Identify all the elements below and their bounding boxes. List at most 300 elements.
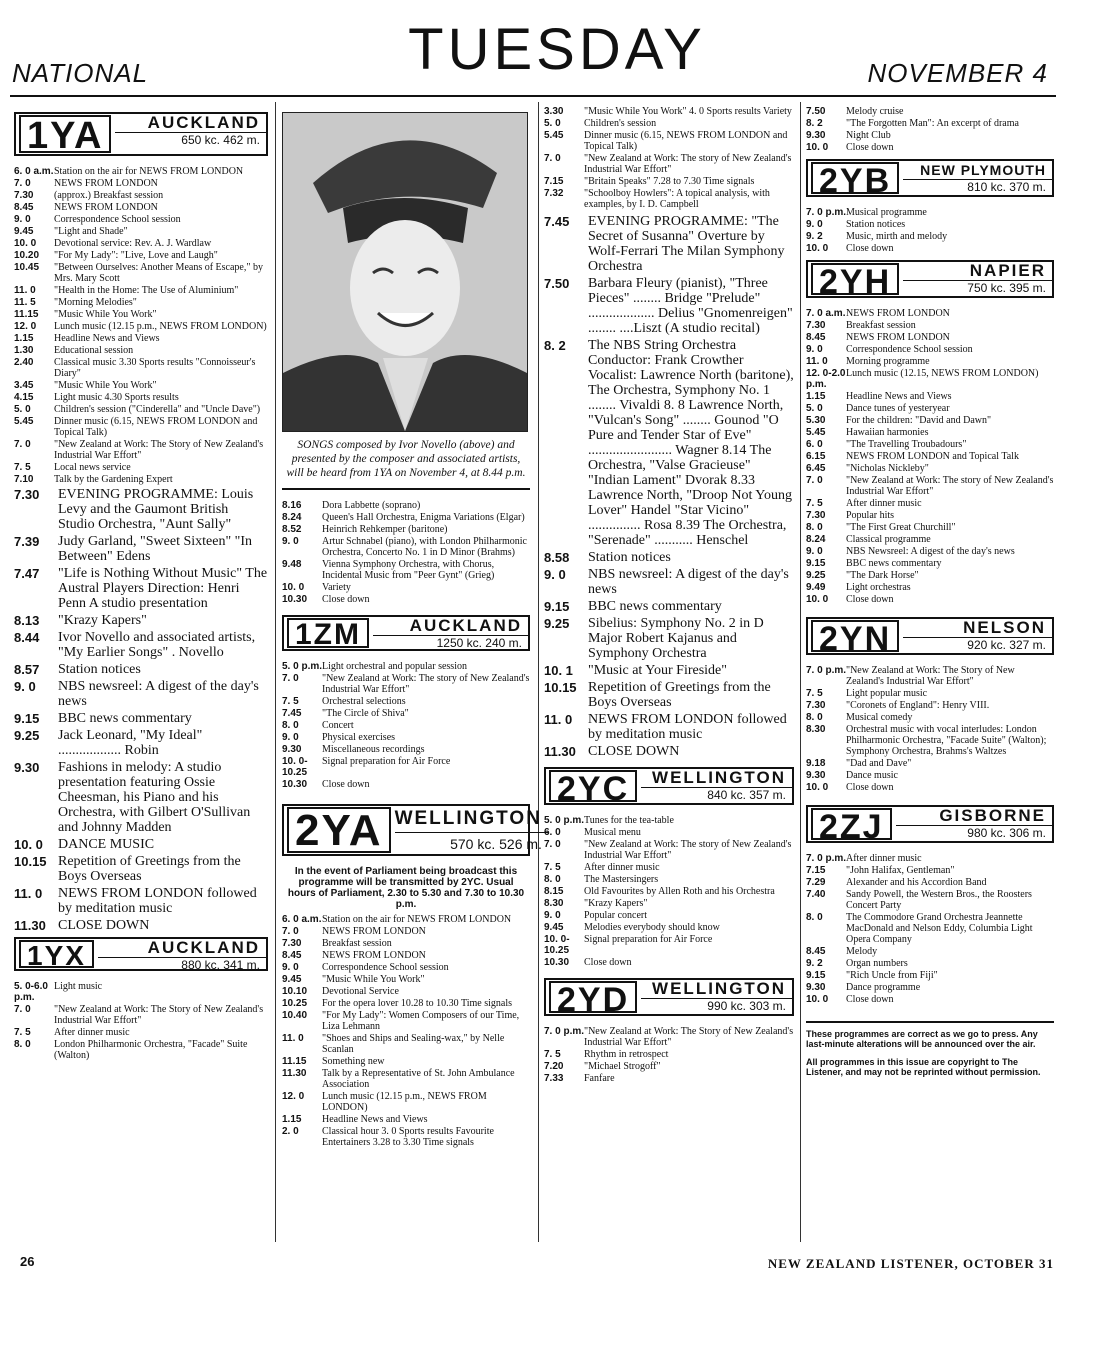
programme-time: 11.15 [282, 1056, 307, 1067]
programme-description: Popular concert [584, 910, 648, 921]
programme-entry [806, 853, 1054, 864]
programme-description: London Philharmonic Orchestra, "Facade" Suite (Walton) [54, 1039, 248, 1061]
programme-time: 10. 0 [806, 782, 829, 793]
station-header-2yh [806, 260, 1054, 301]
programme-entry [806, 344, 1054, 355]
programme-description: "Morning Melodies" [54, 297, 137, 308]
programme-description: NBS newsreel: A digest of the day's news [58, 679, 259, 709]
programme-entry [544, 874, 794, 885]
programme-time: 9. 0 [806, 219, 823, 230]
programme-description: Talk by a Representative of St. John Ambulance Association [322, 1068, 515, 1090]
programme-description: EVENING PROGRAMME: "The Secret of Susanna" Overture by Wolf-Ferrari The Milan Symphony Orchestra [588, 214, 785, 274]
programme-entry [544, 188, 794, 210]
programme-description: "Nicholas Nickleby" [846, 463, 929, 474]
station-frequency: 880 kc. 341 m. [98, 957, 266, 972]
programme-description: Close down [846, 142, 894, 153]
programme-time: 5. 0 p.m. [544, 815, 585, 826]
programme-description: (approx.) Breakfast session [54, 190, 164, 201]
programme-time: 9.30 [806, 982, 826, 993]
programme-time: 8.45 [14, 202, 34, 213]
programme-time: 1.30 [14, 345, 34, 356]
page-title: TUESDAY [408, 17, 706, 82]
programme-time: 7. 0 [806, 475, 823, 486]
programme-time: 10. 0 [14, 238, 37, 249]
network-label: NATIONAL [12, 58, 149, 88]
programme-entry [806, 207, 1054, 218]
programme-description: The Commodore Grand Orchestra Jeannette MacDonald and Nelson Eddy, Columbia Light Opera Company [846, 912, 1033, 945]
programme-time: 9.25 [544, 616, 570, 631]
programme-entry [14, 357, 268, 379]
column-divider [538, 102, 539, 1242]
programme-entry [806, 427, 1054, 438]
programme-entry [14, 214, 268, 225]
programme-entry [544, 1073, 794, 1084]
programme-description: NEWS FROM LONDON [54, 202, 158, 213]
programme-time: 5. 0 [806, 403, 823, 414]
programme-time: 9.15 [544, 599, 570, 614]
programme-time: 7. 0 [14, 178, 31, 189]
programme-description: "New Zealand at Work: The Story of New Zealand's Industrial War Effort" [584, 1026, 794, 1048]
programme-time: 8. 2 [544, 338, 566, 353]
programme-time: 9.45 [14, 226, 34, 237]
programme-description: Breakfast session [846, 320, 916, 331]
programme-description: "New Zealand at Work: The story of New Zealand's Industrial War Effort" [584, 839, 792, 861]
programme-list [282, 500, 530, 605]
programme-entry [544, 176, 794, 187]
programme-description: "The Forgotten Man": An excerpt of drama [846, 118, 1019, 129]
programme-time: 8.24 [806, 534, 826, 545]
programme-description: CLOSE DOWN [58, 918, 150, 933]
programme-time: 10. 0 [806, 142, 829, 153]
programme-description: After dinner music [54, 1027, 130, 1038]
programme-description: Queen's Hall Orchestra, Enigma Variations (Elgar) [322, 512, 525, 523]
programme-time: 7. 0 [544, 839, 561, 850]
programme-list [806, 308, 1054, 605]
station-call: 2YC [549, 770, 637, 802]
station-frequency: 750 kc. 395 m. [903, 280, 1052, 295]
programme-entry [544, 815, 794, 826]
programme-time: 3.30 [544, 106, 564, 117]
programme-time: 10.20 [14, 250, 40, 261]
programme-entry [806, 130, 1054, 141]
programme-description: Signal preparation for Air Force [584, 934, 713, 945]
programme-description: Night Club [846, 130, 891, 141]
programme-description: "Krazy Kapers" [58, 613, 147, 628]
programme-entry [14, 487, 268, 532]
programme-description: Alexander and his Accordion Band [846, 877, 987, 888]
programme-time: 8.24 [282, 512, 302, 523]
programme-entry [282, 524, 530, 535]
station-frequency: 840 kc. 357 m. [641, 787, 792, 802]
programme-time: 7.15 [806, 865, 826, 876]
programme-time: 9.45 [282, 974, 302, 985]
programme-entry [14, 534, 268, 564]
programme-entry [14, 309, 268, 320]
programme-description: Local news service [54, 462, 131, 473]
programme-entry [14, 392, 268, 403]
programme-time: 7. 5 [544, 1049, 561, 1060]
programme-entry [544, 1026, 794, 1048]
programme-entry [282, 986, 530, 997]
programme-time: 10. 0-10.25 [544, 934, 570, 956]
programme-time: 9.49 [806, 582, 826, 593]
station-city: AUCKLAND [147, 938, 260, 957]
programme-description: Breakfast session [322, 938, 392, 949]
programme-description: Talk by the Gardening Expert [54, 474, 173, 485]
programme-description: Lunch music (12.15 p.m., NEWS FROM LONDON) [54, 321, 267, 332]
programme-entry [282, 559, 530, 581]
programme-entry [544, 744, 794, 759]
station-call: 2ZJ [811, 808, 892, 840]
programme-entry [544, 118, 794, 129]
programme-time: 8.52 [282, 524, 302, 535]
programme-description: Organ numbers [846, 958, 908, 969]
disclaimer-copyright: All programmes in this issue are copyright to The Listener, and may not be reprinted without permission. [806, 1057, 1041, 1077]
programme-description: Heinrich Rehkemper (baritone) [322, 524, 448, 535]
programme-entry [544, 1061, 794, 1072]
programme-description: "The Travelling Troubadours" [846, 439, 967, 450]
programme-description: "Britain Speaks" 7.28 to 7.30 Time signals [584, 176, 755, 187]
programme-entry [282, 512, 530, 523]
programme-time: 7.39 [14, 534, 40, 549]
programme-entry [14, 238, 268, 249]
programme-entry [14, 837, 268, 852]
programme-description: "New Zealand at Work: The Story of New Zealand's Industrial War Effort" [54, 439, 264, 461]
programme-description: "For My Lady": Women Composers of our Time, Liza Lehmann [322, 1010, 520, 1032]
programme-entry [14, 262, 268, 284]
programme-time: 9. 2 [806, 231, 823, 242]
programme-time: 9.30 [282, 744, 302, 755]
programme-description: NBS newsreel: A digest of the day's news [588, 567, 789, 597]
programme-description: Light music [54, 981, 103, 992]
programme-entry [14, 226, 268, 237]
programme-description: Dora Labbette (soprano) [322, 500, 421, 511]
programme-entry [544, 1049, 794, 1060]
programme-time: 10.30 [282, 779, 308, 790]
programme-description: "Music While You Work" [54, 380, 157, 391]
programme-entry [806, 106, 1054, 117]
programme-description: Close down [846, 243, 894, 254]
programme-description: Orchestral selections [322, 696, 406, 707]
programme-time: 7. 0 p.m. [544, 1026, 585, 1037]
programme-time: 7. 5 [282, 696, 299, 707]
programme-description: Light orchestral and popular session [322, 661, 467, 672]
programme-description: Miscellaneous recordings [322, 744, 425, 755]
programme-description: Tunes for the tea-table [584, 815, 674, 826]
programme-time: 10.15 [14, 854, 47, 869]
programme-entry [806, 782, 1054, 793]
programme-time: 4.15 [14, 392, 34, 403]
programme-entry [282, 1010, 530, 1032]
programme-time: 7. 0 p.m. [806, 665, 847, 676]
programme-time: 10.15 [544, 680, 577, 695]
programme-entry [14, 854, 268, 884]
programme-entry [806, 534, 1054, 545]
programme-entry [282, 673, 530, 695]
programme-entry [14, 297, 268, 308]
programme-time: 12. 0 [14, 321, 37, 332]
programme-time: 8. 0 [282, 720, 299, 731]
programme-description: "New Zealand at Work: The story of New Zealand's Industrial War Effort" [846, 475, 1054, 497]
portrait-illustration [283, 113, 527, 431]
programme-time: 5.30 [806, 415, 826, 426]
station-call: 2YH [811, 263, 899, 295]
programme-time: 7.30 [806, 320, 826, 331]
programme-entry [806, 142, 1054, 153]
programme-entry [14, 462, 268, 473]
programme-description: "New Zealand at Work: The story of New Zealand's Industrial War Effort" [584, 153, 792, 175]
programme-time: 8.30 [806, 724, 826, 735]
programme-description: "Light and Shade" [54, 226, 128, 237]
programme-entry [806, 510, 1054, 521]
programme-description: After dinner music [584, 862, 660, 873]
programme-description: Orchestral music with vocal interludes: London Philharmonic Orchestra, "Facade Suite" (Walton); Symphony Orchestra, Brahms's Waltzes [846, 724, 1047, 757]
programme-time: 10. 1 [544, 663, 573, 678]
programme-description: "Coronets of England": Henry VIII. [846, 700, 990, 711]
programme-entry [14, 728, 268, 758]
programme-time: 8. 0 [544, 874, 561, 885]
station-city: NELSON [963, 618, 1046, 637]
programme-entry [806, 994, 1054, 1005]
evening-programme-list [14, 487, 268, 933]
programme-time: 7.30 [282, 938, 302, 949]
programme-entry [14, 166, 268, 177]
programme-entry [806, 758, 1054, 769]
programme-description: "Michael Strogoff" [584, 1061, 661, 1072]
programme-description: Artur Schnabel (piano), with London Philharmonic Orchestra, Concerto No. 1 in D Minor (Brahms) [322, 536, 527, 558]
programme-time: 7.50 [806, 106, 826, 117]
programme-time: 9.15 [806, 970, 826, 981]
programme-time: 7.30 [14, 487, 40, 502]
programme-list [806, 207, 1054, 254]
station-city: WELLINGTON [394, 808, 542, 829]
programme-entry [544, 276, 794, 336]
programme-entry [544, 214, 794, 274]
disclaimer-corrections: These programmes are correct as we go to press. Any last-minute alterations will be announced over the air. [806, 1021, 1054, 1049]
programme-entry [806, 522, 1054, 533]
programme-time: 8.16 [282, 500, 302, 511]
programme-entry [282, 732, 530, 743]
programme-time: 7. 0 p.m. [806, 853, 847, 864]
programme-entry [544, 862, 794, 873]
programme-time: 8.45 [282, 950, 302, 961]
programme-description: Devotional Service [322, 986, 399, 997]
programme-description: Headline News and Views [322, 1114, 428, 1125]
programme-description: "New Zealand at Work: The Story of New Zealand's Industrial War Effort" [54, 1004, 264, 1026]
programme-time: 8.13 [14, 613, 40, 628]
programme-time: 7.10 [14, 474, 34, 485]
programme-time: 7.45 [544, 214, 570, 229]
programme-description: For the children: "David and Dawn" [846, 415, 992, 426]
programme-entry [806, 688, 1054, 699]
programme-description: Educational session [54, 345, 134, 356]
programme-description: "Krazy Kapers" [584, 898, 648, 909]
programme-time: 7. 0 [282, 673, 299, 684]
programme-time: 7. 0 [282, 926, 299, 937]
programme-time: 11.30 [14, 918, 46, 933]
programme-description: Dance programme [846, 982, 921, 993]
programme-description: Lunch music (12.15, NEWS FROM LONDON) [846, 368, 1039, 379]
programme-entry [282, 661, 530, 672]
column-2 [282, 106, 542, 1246]
programme-description: "New Zealand at Work: The story of New Zealand's Industrial War Effort" [322, 673, 530, 695]
programme-entry [282, 1091, 530, 1113]
programme-description: "Schoolboy Howlers": A topical analysis, with examples, by I. D. Campbell [584, 188, 770, 210]
programme-entry [806, 770, 1054, 781]
programme-entry [806, 958, 1054, 969]
station-city: AUCKLAND [409, 616, 522, 635]
programme-entry [806, 356, 1054, 367]
programme-entry [544, 934, 794, 956]
programme-entry [14, 178, 268, 189]
programme-entry [544, 898, 794, 909]
station-call: 1YX [19, 940, 94, 968]
programme-entry [14, 250, 268, 261]
programme-description: "The Circle of Shiva" [322, 708, 409, 719]
programme-entry [806, 243, 1054, 254]
programme-description: Physical exercises [322, 732, 396, 743]
programme-time: 10.45 [14, 262, 40, 273]
programme-entry [14, 345, 268, 356]
station-call: 2YD [549, 981, 637, 1013]
programme-description: CLOSE DOWN [588, 744, 680, 759]
programme-entry [14, 1039, 268, 1061]
programme-entry [806, 498, 1054, 509]
programme-description: Children's session ("Cinderella" and "Uncle Dave") [54, 404, 261, 415]
station-header-1zm [282, 615, 530, 651]
station-call: 2YB [811, 162, 899, 194]
programme-list [806, 665, 1054, 793]
programme-list [806, 106, 1054, 153]
programme-entry [806, 889, 1054, 911]
programme-description: "For My Lady": "Live, Love and Laugh" [54, 250, 218, 261]
programme-time: 12. 0 [282, 1091, 305, 1102]
programme-time: 9. 2 [806, 958, 823, 969]
programme-description: The NBS String Orchestra Conductor: Frank Crowther Vocalist: Lawrence North (baritone), The Orchestra, Symphony No. 1 ........ Vivaldi 8. 8 Lawrence North, "Vulcan's Song" ........ Gounod "O Pure and Tender Star of Eve" ........................ Wagner 8.14 The Orchestra, "Valse Gracieuse" "Indian Lament" Dvorak 8.33 Lawrence North, "Droop Not Young Lover" Handel "Star Vicino" ............... Rosa 8.39 The Orchestra, "Serenade" ........... Henschel [588, 338, 794, 548]
programme-time: 8.57 [14, 662, 40, 677]
programme-description: "Music at Your Fireside" [588, 663, 727, 678]
programme-time: 11. 0 [282, 1033, 304, 1044]
programme-time: 11. 0 [806, 356, 828, 367]
programme-entry [14, 760, 268, 835]
programme-entry [282, 1033, 530, 1055]
programme-entry [806, 877, 1054, 888]
programme-entry [14, 404, 268, 415]
programme-time: 5.45 [544, 130, 564, 141]
programme-entry [14, 474, 268, 485]
programme-time: 9. 0 [282, 732, 299, 743]
programme-entry [544, 827, 794, 838]
programme-description: Close down [322, 779, 370, 790]
programme-list [544, 106, 794, 210]
programme-entry [806, 451, 1054, 462]
programme-description: Light music 4.30 Sports results [54, 392, 179, 403]
programme-entry [806, 403, 1054, 414]
programme-entry [14, 630, 268, 660]
programme-description: BBC news commentary [846, 558, 942, 569]
programme-entry [14, 321, 268, 332]
programme-entry [14, 202, 268, 213]
programme-time: 8. 0 [806, 712, 823, 723]
programme-entry [282, 720, 530, 731]
programme-entry [806, 594, 1054, 605]
programme-entry [282, 779, 530, 790]
programme-time: 7. 0 p.m. [806, 207, 847, 218]
programme-description: Melodies everybody should know [584, 922, 720, 933]
programme-description: Popular hits [846, 510, 895, 521]
programme-entry [544, 616, 794, 661]
programme-time: 7.50 [544, 276, 570, 291]
station-city: WELLINGTON [652, 768, 786, 787]
programme-time: 7. 0 [14, 439, 31, 450]
station-frequency: 650 kc. 462 m. [115, 132, 266, 147]
programme-description: NEWS FROM LONDON followed by meditation music [588, 712, 787, 742]
programme-description: NEWS FROM LONDON [322, 950, 426, 961]
station-city: NEW PLYMOUTH [920, 162, 1046, 178]
programme-time: 9.45 [544, 922, 564, 933]
programme-entry [14, 285, 268, 296]
programme-description: Ivor Novello and associated artists, "My Earlier Songs" . Novello [58, 630, 256, 660]
programme-time: 5.45 [806, 427, 826, 438]
programme-time: 6. 0 [544, 827, 561, 838]
programme-description: Sandy Powell, the Western Bros., the Roosters Concert Party [846, 889, 1032, 911]
programme-time: 9. 0 [14, 679, 36, 694]
programme-description: Station notices [846, 219, 906, 230]
programme-time: 9. 0 [544, 567, 566, 582]
programme-entry [544, 922, 794, 933]
programme-entry [806, 570, 1054, 581]
programme-entry [806, 219, 1054, 230]
programme-time: 9.48 [282, 559, 302, 570]
programme-entry [282, 1056, 530, 1067]
programme-entry [14, 679, 268, 709]
station-frequency: 990 kc. 303 m. [641, 998, 792, 1013]
station-city: AUCKLAND [147, 113, 260, 132]
programme-entry [282, 756, 530, 778]
programme-time: 9.30 [806, 770, 826, 781]
programme-entry [282, 962, 530, 973]
programme-entry [544, 599, 794, 614]
programme-description: NEWS FROM LONDON [54, 178, 158, 189]
programme-time: 10.25 [282, 998, 308, 1009]
programme-entry [806, 332, 1054, 343]
programme-description: "Dad and Dave" [846, 758, 912, 769]
programme-entry [806, 912, 1054, 945]
column-4 [806, 106, 1054, 1246]
programme-entry [806, 665, 1054, 687]
programme-time: 9.25 [806, 570, 826, 581]
programme-entry [282, 998, 530, 1009]
programme-time: 8.30 [544, 898, 564, 909]
programme-entry [544, 910, 794, 921]
programme-time: 5. 0 [14, 404, 31, 415]
photo-caption: SONGS composed by Ivor Novello (above) and presented by the composer and associated artists, will be heard from 1YA on November 4, at 8.44 p.m. [282, 432, 530, 490]
programme-entry [14, 416, 268, 438]
programme-list [544, 1026, 794, 1084]
station-call: 1YA [19, 115, 111, 153]
station-city: GISBORNE [939, 806, 1046, 825]
programme-time: 9. 0 [282, 536, 299, 547]
programme-entry [282, 950, 530, 961]
programme-entry [806, 391, 1054, 402]
programme-description: Morning programme [846, 356, 930, 367]
programme-time: 5. 0-6.0 p.m. [14, 981, 48, 1003]
programme-entry [806, 946, 1054, 957]
programme-description: "The Dark Horse" [846, 570, 919, 581]
programme-entry [806, 415, 1054, 426]
programme-description: Variety [322, 582, 351, 593]
programme-description: Close down [322, 594, 370, 605]
